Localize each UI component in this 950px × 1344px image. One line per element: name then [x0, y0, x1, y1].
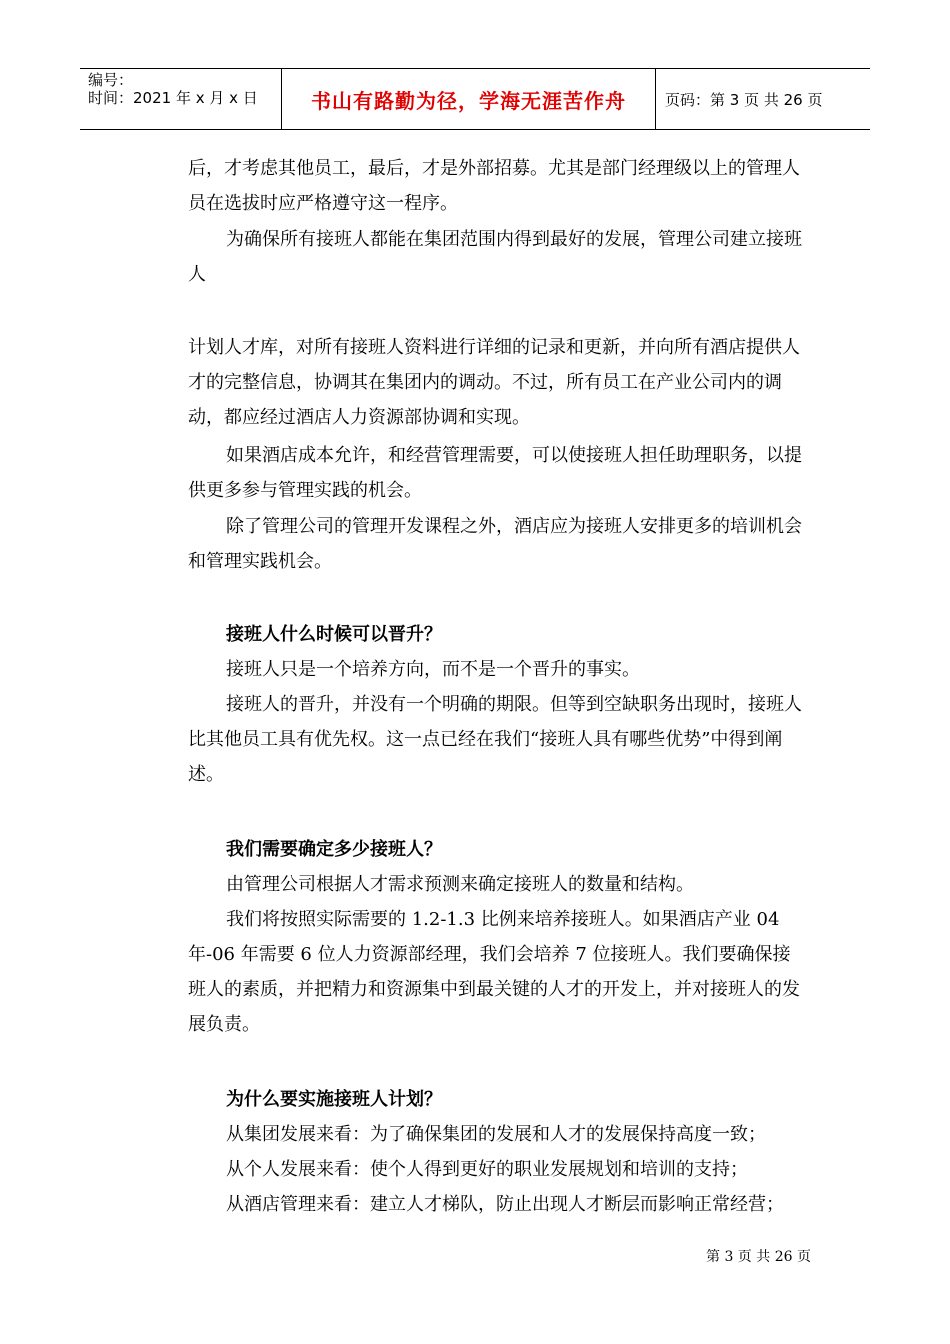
paragraph-9: 我们将按照实际需要的 1.2-1.3 比例来培养接班人。如果酒店产业 04 年-06 年需要 6 位人力资源部经理，我们会培养 7 位接班人。我们要确保接班人的素质，并把精力和资源集中到最关键的人才的开发上，并对接班人的发展负责。: [188, 909, 800, 1035]
reason-hotel: 从酒店管理来看：建立人才梯队，防止出现人才断层而影响正常经营；: [226, 1194, 784, 1215]
page-footer: 第 3 页 共 26 页: [706, 1249, 811, 1265]
paragraph-5: 除了管理公司的管理开发课程之外，酒店应为接班人安排更多的培训机会和管理实践机会。: [188, 516, 802, 572]
section-heading-quantity: 我们需要确定多少接班人？: [226, 839, 442, 860]
paragraph-1: 后，才考虑其他员工，最后，才是外部招募。尤其是部门经理级以上的管理人员在选拔时应严格遵守这一程序。: [188, 158, 800, 214]
header-motto-cell: [281, 69, 656, 129]
reason-group: 从集团发展来看：为了确保集团的发展和人才的发展保持高度一致；: [226, 1124, 766, 1145]
header-motto: 书山有路勤为径，学海无涯苦作舟: [311, 88, 626, 113]
document-date: 时间：2021 年 x 月 x 日: [88, 89, 258, 107]
paragraph-3: 计划人才库，对所有接班人资料进行详细的记录和更新，并向所有酒店提供人才的完整信息，协调其在集团内的调动。不过，所有员工在产业公司内的调动，都应经过酒店人力资源部协调和实现。: [188, 337, 800, 428]
paragraph-4: 如果酒店成本允许，和经营管理需要，可以使接班人担任助理职务，以提供更多参与管理实践的机会。: [188, 445, 802, 501]
header-meta: [80, 69, 281, 131]
section-heading-promotion: 接班人什么时候可以晋升？: [226, 624, 442, 645]
header-page-number: 页码：第 3 页 共 26 页: [665, 90, 823, 109]
document-number: 编号：: [88, 71, 134, 89]
section-heading-reason: 为什么要实施接班人计划？: [226, 1089, 442, 1110]
paragraph-6: 接班人只是一个培养方向，而不是一个晋升的事实。: [226, 659, 640, 680]
paragraph-8: 由管理公司根据人才需求预测来确定接班人的数量和结构。: [226, 874, 694, 895]
reason-individual: 从个人发展来看：使个人得到更好的职业发展规划和培训的支持；: [226, 1159, 748, 1180]
paragraph-7: 接班人的晋升，并没有一个明确的期限。但等到空缺职务出现时，接班人比其他员工具有优先权。这一点已经在我们“接班人具有哪些优势”中得到阐述。: [188, 694, 802, 785]
page-header: [80, 68, 870, 130]
paragraph-2: 为确保所有接班人都能在集团范围内得到最好的发展，管理公司建立接班人: [188, 229, 802, 285]
